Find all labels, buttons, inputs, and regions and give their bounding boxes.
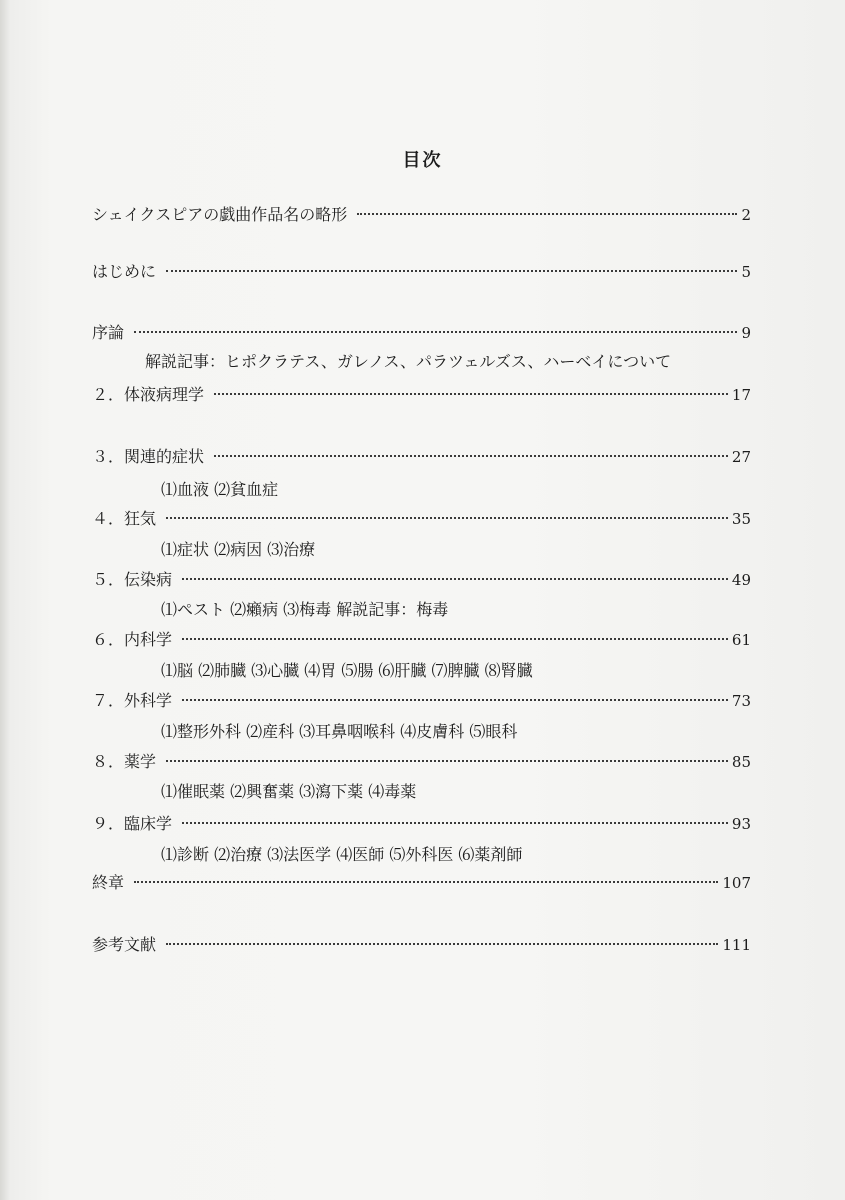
toc-entry-label: ３．関連的症状: [92, 447, 205, 466]
toc-entry[interactable]: [92, 752, 751, 772]
toc-title: 目次: [402, 150, 443, 171]
toc-entry-label: はじめに: [92, 262, 157, 281]
toc-subentry: ⑴症状 ⑵病因 ⑶治療: [161, 540, 316, 559]
page-gutter-shadow: [0, 0, 10, 1200]
toc-entry-page: 35: [731, 510, 751, 528]
toc-entry-label: ４．狂気: [92, 509, 157, 528]
toc-entry-label: ６．内科学: [92, 630, 173, 649]
toc-subentry: ⑴診断 ⑵治療 ⑶法医学 ⑷医師 ⑸外科医 ⑹薬剤師: [161, 845, 523, 864]
toc-entry-page: 111: [722, 936, 751, 954]
toc-entry[interactable]: [92, 935, 751, 955]
toc-entry-label: ９．臨床学: [92, 814, 173, 833]
toc-subentry: ⑴血液 ⑵貧血症: [161, 480, 279, 499]
toc-entry[interactable]: [92, 814, 751, 834]
toc-entry-page: 107: [722, 874, 751, 892]
toc-entry-page: 85: [731, 753, 751, 771]
toc-entry-label: ８．薬学: [92, 752, 157, 771]
toc-entry-page: 93: [731, 815, 751, 833]
toc-entry-page: 17: [731, 386, 751, 404]
toc-entry-label: ５．伝染病: [92, 570, 173, 589]
leader-dots: [182, 698, 728, 701]
leader-dots: [134, 330, 737, 333]
leader-dots: [182, 821, 728, 824]
toc-entry[interactable]: [92, 509, 751, 529]
toc-subentry: ⑴整形外科 ⑵産科 ⑶耳鼻咽喉科 ⑷皮膚科 ⑸眼科: [161, 722, 518, 741]
toc-entry[interactable]: [92, 385, 751, 405]
toc-subentry: 解説記事：ヒポクラテス、ガレノス、パラツェルズス、ハーベイについて: [145, 352, 672, 371]
toc-subentry: ⑴催眠薬 ⑵興奮薬 ⑶瀉下薬 ⑷毒薬: [161, 782, 417, 801]
leader-dots: [182, 577, 728, 580]
leader-dots: [166, 516, 728, 519]
leader-dots: [166, 269, 737, 272]
leader-dots: [214, 392, 728, 395]
toc-entry[interactable]: [92, 205, 751, 225]
toc-entry-page: 2: [741, 206, 751, 224]
toc-entry-page: 5: [741, 263, 751, 281]
toc-entry-page: 61: [731, 631, 751, 649]
toc-entry[interactable]: [92, 570, 751, 590]
toc-entry-label: 序論: [92, 323, 125, 342]
toc-entry-label: ２．体液病理学: [92, 385, 205, 404]
toc-entry-page: 73: [731, 692, 751, 710]
toc-entry[interactable]: [92, 873, 751, 893]
toc-entry[interactable]: [92, 447, 751, 467]
toc-entry-page: 9: [741, 324, 751, 342]
toc-entry-label: ７．外科学: [92, 691, 173, 710]
leader-dots: [182, 637, 728, 640]
leader-dots: [214, 454, 728, 457]
leader-dots: [357, 212, 737, 215]
toc-entry[interactable]: [92, 262, 751, 282]
leader-dots: [166, 942, 718, 945]
leader-dots: [166, 759, 728, 762]
toc-entry-label: 参考文献: [92, 935, 157, 954]
toc-entry-page: 27: [731, 448, 751, 466]
toc-entry[interactable]: [92, 630, 751, 650]
toc-entry-label: 終章: [92, 873, 125, 892]
toc-entry-label: シェイクスピアの戯曲作品名の略形: [92, 205, 348, 224]
toc-entry[interactable]: [92, 691, 751, 711]
toc-entry-page: 49: [731, 571, 751, 589]
toc-subentry: ⑴ペスト ⑵癩病 ⑶梅毒 解説記事：梅毒: [161, 600, 449, 619]
toc-entry[interactable]: [92, 323, 751, 343]
toc-subentry: ⑴脳 ⑵肺臓 ⑶心臓 ⑷胃 ⑸腸 ⑹肝臓 ⑺脾臓 ⑻腎臓: [161, 661, 533, 680]
leader-dots: [134, 880, 718, 883]
